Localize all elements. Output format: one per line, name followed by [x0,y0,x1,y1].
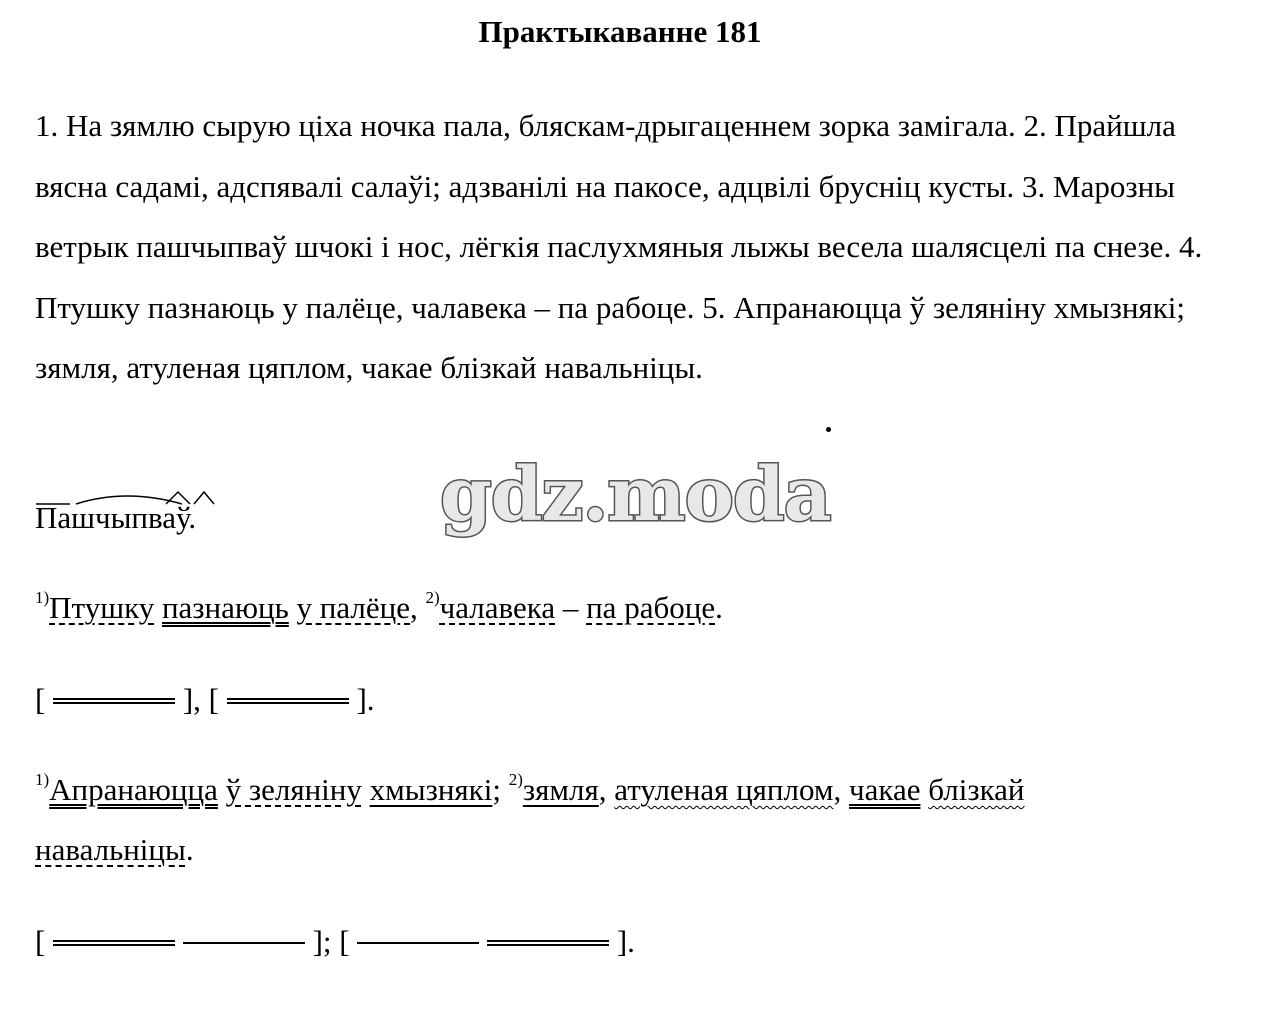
adverbial-word: па рабоце [586,590,716,625]
attribute-word: атуленая цяплом [614,772,834,807]
bracket: [ [35,682,46,717]
bracket: ]; [312,924,332,959]
bracket: ]. [356,682,375,717]
object-word: ў зеляніну [225,772,362,807]
sentence-2 [35,770,1025,808]
clause-number: 2) [425,588,440,607]
attribute-word: блізкай [928,772,1025,807]
punct: . [185,832,194,867]
predicate-line [53,940,175,946]
subject-word: зямля [522,772,599,807]
clause-number: 2) [508,770,523,789]
bracket: ], [182,682,201,717]
predicate-word: чакае [849,772,921,807]
predicate-word: Апранаюцца [49,772,218,807]
sentence-2-cont [35,832,194,868]
scheme-1 [35,682,375,718]
word-parse: Пашчыпваў. [35,500,197,535]
bracket: [ [339,924,350,959]
bracket: ]. [616,924,635,959]
punct: , [598,772,615,807]
punct: , [410,590,418,625]
punct: ; [492,772,509,807]
punct: , [833,772,850,807]
subject-line [357,942,479,944]
adverbial-word: у палёце [296,590,410,625]
clause-number: 1) [35,588,50,607]
sentence-1 [35,588,723,626]
page-title: Практыкаванне 181 [478,14,762,49]
object-word: чалавека [439,590,556,625]
subject-line [183,942,305,944]
object-word: навальніцы [35,832,186,867]
bracket: [ [35,924,46,959]
bracket: [ [208,682,219,717]
predicate-word: пазнаюць [161,590,289,625]
object-word: Птушку [49,590,155,625]
stray-dot [826,427,831,432]
subject-word: хмызнякі [369,772,493,807]
scheme-2 [35,924,635,960]
predicate-line [487,940,609,946]
exercise-text: 1. На зямлю сырую ціха ночка пала, бляскам-дрыгаценнем зорка замігала. 2. Прайшла вясна садамі, адспявалі салаўі; адзванілі на пакосе, адцвілі брусніц кусты. 3. Марозны ветрык пашчыпваў шчокі і нос, лёгкія паслухмяныя лыжы весела шалясцелі па снезе. 4. Птушку пазнаюць у палёце, чалавека – па рабоце. 5. Апранаюцца ў зеляніну хмызнякі; зямля, атуленая цяплом, чакае блізкай навальніцы. [35,108,1203,385]
punct: – [555,590,587,625]
punct: . [715,590,723,625]
watermark: gdz.moda [440,452,831,538]
predicate-line [227,698,349,704]
predicate-line [53,698,175,704]
clause-number: 1) [35,770,50,789]
